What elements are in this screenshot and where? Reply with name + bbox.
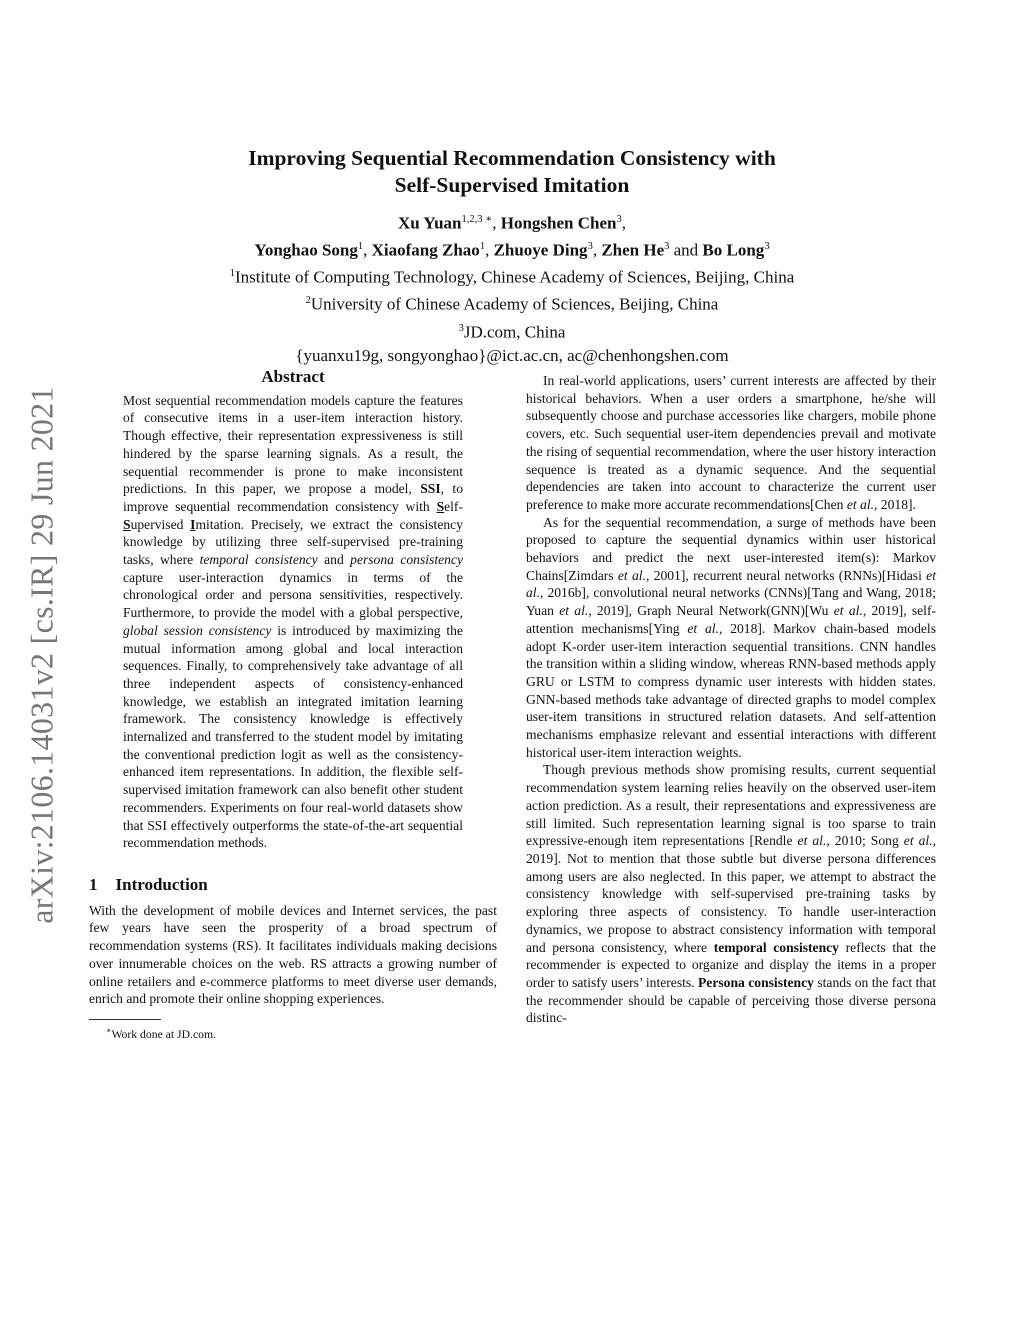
body-paragraph-3: Though previous methods show promising results, current sequential recommendation system learning relies heavily on the observed user-item action prediction. As a result, their representations and expressiveness are still limited. Such representation learning signal is too sparse to train expressive-enough item representations [Rendle et al., 2010; Song et al., 2019]. Not to mention that those subtle but diverse persona differences among users are also neglected. In this paper, we attempt to abstract the consistency knowledge with self-supervised pre-training tasks by exploring three aspects of consistency. To handle user-interaction dynamics, we propose to abstract consistency information with temporal and persona consistency, where temporal consistency reflects that the recommender is expected to organize and display the items in a proper order to satisfy users’ interests. Persona consistency stands on the fact that the recommender should be capable of perceiving those diverse persona distinc-: [526, 762, 937, 1026]
author-name: Zhuoye Ding: [493, 240, 588, 260]
affil-marker: 2: [305, 295, 311, 307]
body-paragraph-2: As for the sequential recommendation, a surge of methods have been proposed to capture the sequential dynamics within user historical behaviors and predict the next user-interested item(s): Markov Chains[Zimdars et al., 2001], recurrent neural networks (RNNs)[Hidasi et al., 2016b], convolutional neural networks (CNNs)[Tang and Wang, 2018; Yuan et al., 2019], Graph Neural Network(GNN)[Wu et al., 2019], self-attention mechanisms[Ying et al., 2018]. Markov chain-based models adopt K-order user-item interaction sequential transitions. CNN handles the transition within a sliding window, whereas RNN-based methods apply GRU or LSTM to compress dynamic user interests with hidden states. GNN-based methods take advantage of directed graphs to model complex user-item transitions in structured relation datasets. And self-attention mechanisms emphasize relevant and essential interactions with different historical user-item interaction weights.: [526, 514, 937, 760]
author-affil-sup: 1: [357, 241, 364, 253]
author-name: Hongshen Chen: [500, 213, 617, 233]
author-affil-sup: 3: [616, 214, 622, 225]
author-affil-sup: 3: [764, 241, 770, 253]
footnote-marker: ∗: [106, 1025, 112, 1035]
intro-paragraph: With the development of mobile devices and Internet services, the past few years have seen the prosperity of a broad spectrum of recommendation systems (RS). It facilitates individuals making decisions over innumerable choices on the web. RS attracts a growing number of online retailers and e-commerce platforms to meet diverse user demands, enrich and promote their online shopping experiences.: [89, 902, 497, 1007]
footnote-rule: [89, 1019, 161, 1020]
affil-text: Institute of Computing Technology, Chinese Academy of Sciences, Beijing, China: [235, 267, 795, 287]
affil-text: JD.com, China: [463, 322, 566, 342]
term-temporal: temporal consistency: [199, 552, 318, 568]
author-list: [130, 208, 894, 262]
author-name: Bo Long: [702, 240, 765, 260]
author-name: Xiaofang Zhao: [371, 240, 480, 260]
footnote-text: Work done at JD.com.: [111, 1027, 216, 1041]
section-number: 1: [89, 874, 98, 894]
section-title: Introduction: [115, 874, 208, 894]
author-line-2: Yonghao Song$^1$, Xiaofang Zhao$^1$, Zhuoye Ding$^3$, Zhen He$^3$ and Bo Long$^3$: [254, 240, 770, 260]
affil-text: University of Chinese Academy of Sciences, Beijing, China: [310, 295, 719, 315]
affiliation-2: [130, 289, 894, 316]
author-affil-sup: 1: [479, 241, 486, 253]
arxiv-identifier: arXiv:2106.14031v2 [cs.IR] 29 Jun 2021: [23, 386, 60, 924]
body-paragraph-1: In real-world applications, users’ current interests are affected by their historical behaviors. When a user orders a smartphone, he/she will subsequently choose and purchase accessories like chargers, mobile phone covers, etc. Such sequential user-item dependencies prevail and motivate the rising of sequential recommendation, where the user history interaction sequence is treated as a dynamic sequence. And the sequential dependencies are taken into account to characterize the current user preference to make more accurate recommendations[Chen et al., 2018].: [526, 373, 936, 512]
author-line-1: Xu Yuan$^{1,2,3 ∗}$, Hongshen Chen$^3$,: [398, 213, 626, 233]
author-name: Yonghao Song: [254, 240, 358, 260]
term-persona: persona consistency: [350, 552, 463, 568]
affiliation-3: [130, 317, 894, 344]
author-name: Zhen He: [601, 240, 665, 260]
abstract-heading: Abstract: [261, 367, 325, 386]
model-name: SSI: [420, 481, 441, 497]
and-word: and: [673, 240, 699, 260]
term-persona-consistency: Persona consistency: [698, 974, 814, 990]
title-line-2: Self-Supervised Imitation: [394, 173, 630, 197]
title-line-1: Improving Sequential Recommendation Consistency with: [248, 146, 776, 170]
term-global: global session consistency: [123, 622, 272, 638]
affil-marker: 3: [458, 322, 464, 334]
author-emails: {yuanxu19g, songyonghao}@ict.ac.cn, ac@chenhongshen.com: [295, 345, 729, 365]
right-column: [526, 372, 936, 1027]
author-affil-sup: 3: [587, 241, 593, 253]
author-name: Xu Yuan: [398, 213, 462, 233]
author-affil-sup: 3: [664, 241, 670, 253]
section-heading-introduction: [89, 876, 497, 894]
paper-title: [130, 145, 894, 199]
author-affil-sup: 1,2,3 ∗: [461, 214, 493, 225]
footnote: [89, 1023, 497, 1042]
abstract-text: Most sequential recommendation models capture the features of consecutive items in a user-item interaction history. Though effective, their representation expressiveness is still hindered by the sparse learning signals. As a result, the sequential recommender is prone to make inconsistent predictions. In this paper, we propose a model, SSI, to improve sequential recommendation consistency with Self-Supervised Imitation. Precisely, we extract the consistency knowledge by utilizing three self-supervised pre-training tasks, where temporal consistency and persona consistency capture user-interaction dynamics in terms of the chronological order and persona sensitivities, respectively. Furthermore, to provide the model with a global perspective, global session consistency is introduced by maximizing the mutual information among global and local interaction sequences. Finally, to comprehensively take advantage of all three independent aspects of consistency-enhanced knowledge, we establish an integrated imitation learning framework. The consistency knowledge is effectively internalized and transferred to the student model by imitating the conventional prediction logit as well as the consistency-enhanced item representations. In addition, the flexible self-supervised imitation framework can also benefit other student recommenders. Experiments on four real-world datasets show that SSI effectively outperforms the state-of-the-art sequential recommendation methods.: [123, 392, 464, 851]
affiliation-1: [130, 262, 894, 289]
left-column: [89, 368, 497, 1042]
term-temporal-consistency: temporal consistency: [713, 939, 839, 955]
paper-header: [130, 145, 894, 367]
affil-marker: 1: [229, 268, 235, 280]
